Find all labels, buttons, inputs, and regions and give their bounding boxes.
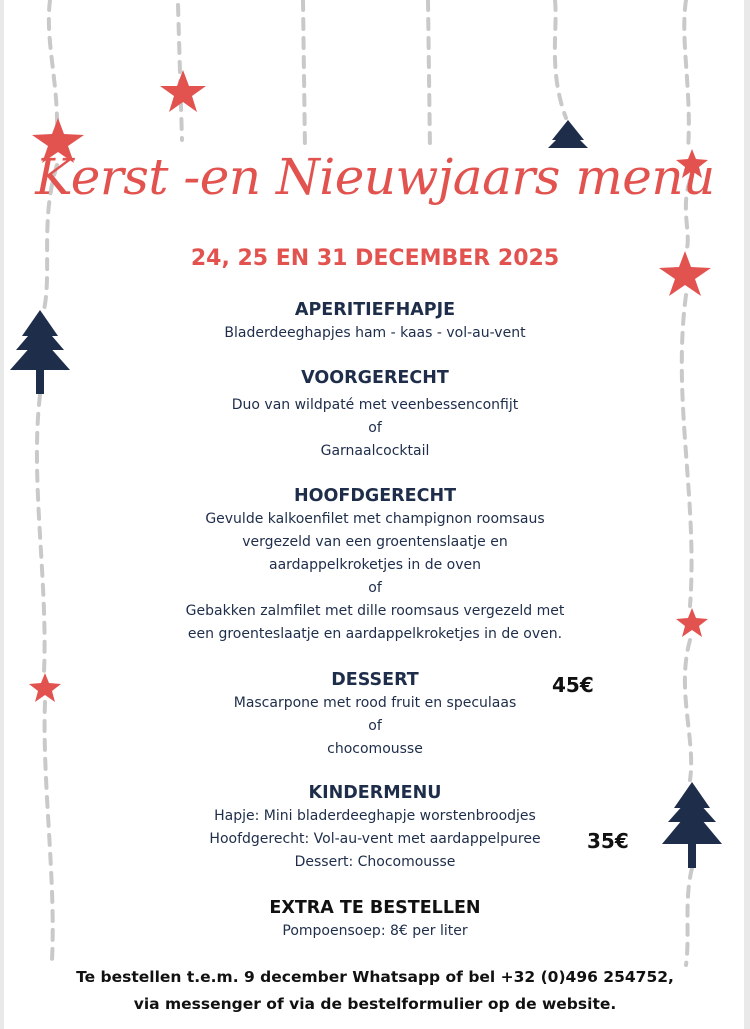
menu-dates: 24, 25 EN 31 DECEMBER 2025 [190, 246, 560, 271]
dashed-string-1 [49, 0, 57, 130]
menu-title: Kerst -en Nieuwjaars menu [35, 148, 715, 206]
price-kids: 35€ [587, 829, 629, 853]
dish-separator: of [368, 420, 382, 436]
section-heading: APERITIEFHAPJE [294, 300, 456, 320]
dish-line: Pompoensoep: 8€ per liter [282, 923, 468, 939]
dashed-string-6 [684, 0, 689, 150]
section-extra-te-bestellen [0, 896, 750, 943]
section-heading: HOOFDGERECHT [293, 486, 457, 506]
dish-line: Gebakken zalmfilet met dille roomsaus vergezeld met [185, 603, 565, 619]
section-heading: KINDERMENU [308, 783, 442, 803]
dish-line: een groenteslaatje en aardappelkroketjes in de oven. [187, 626, 563, 642]
dish-line: Duo van wildpaté met veenbessenconfijt [231, 397, 519, 413]
section-heading: DESSERT [331, 670, 419, 690]
dish-line: Garnaalcocktail [320, 443, 430, 459]
section-kindermenu [0, 781, 750, 874]
section-heading: EXTRA TE BESTELLEN [269, 898, 481, 918]
dish-line: Hoofdgerecht: Vol-au-vent met aardappelpuree [209, 831, 541, 847]
section-hoofdgerecht [0, 484, 750, 646]
order-info-line: via messenger of via de bestelformulier op de website. [133, 995, 617, 1013]
order-info-line: Te bestellen t.e.m. 9 december Whatsapp of bel +32 (0)496 254752, [76, 968, 674, 986]
dish-line: vergezeld van een groentenslaatje en [242, 534, 508, 550]
dashed-string-5 [555, 0, 566, 118]
dish-line: aardappelkroketjes in de oven [269, 557, 481, 573]
dish-line: Gevulde kalkoenfilet met champignon roomsaus [205, 511, 545, 527]
dashed-string-2 [178, 5, 182, 140]
section-aperitiefhapje [0, 298, 750, 345]
price-adult: 45€ [552, 673, 594, 697]
dish-line: Mascarpone met rood fruit en speculaas [233, 695, 517, 711]
dashed-string-3 [303, 0, 305, 150]
section-voorgerecht [0, 366, 750, 463]
dish-line: Bladerdeeghapjes ham - kaas - vol-au-vent [224, 325, 526, 341]
dish-separator: of [368, 580, 382, 596]
section-dessert [0, 668, 750, 761]
dish-line: Dessert: Chocomousse [294, 854, 456, 870]
dish-separator: of [368, 718, 382, 734]
dish-line: chocomousse [327, 741, 423, 757]
dish-line: Hapje: Mini bladerdeeghapje worstenbroodjes [214, 808, 536, 824]
dashed-string-4 [428, 0, 430, 150]
christmas-tree-icon [548, 120, 588, 148]
order-info [0, 964, 750, 1018]
section-heading: VOORGERECHT [301, 368, 449, 388]
star-icon [160, 70, 206, 112]
